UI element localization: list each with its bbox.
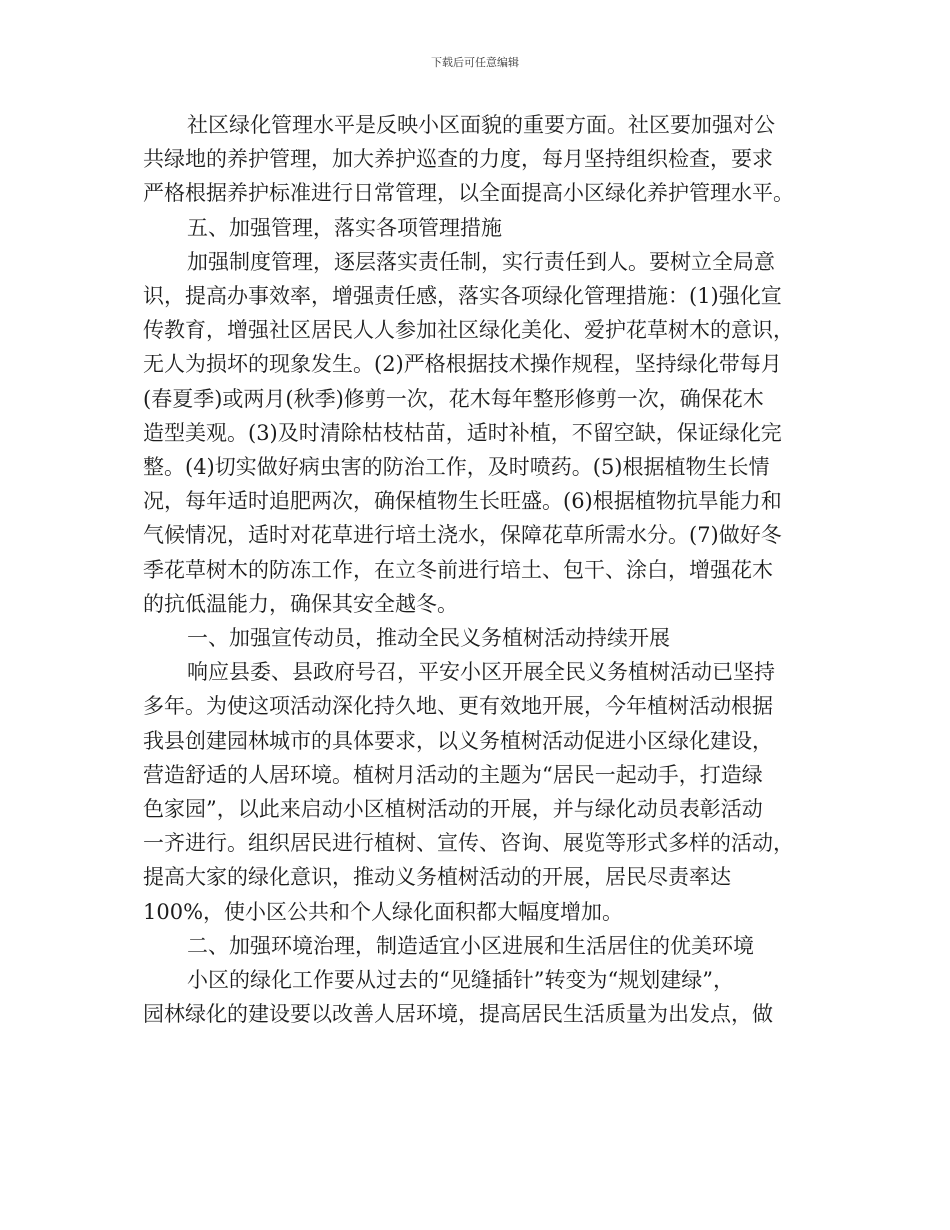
text-line: 识，提高办事效率，增强责任感，落实各项绿化管理措施：(1)强化宣 <box>143 284 782 308</box>
text-line: 况，每年适时追肥两次，确保植物生长旺盛。(6)根据植物抗旱能力和 <box>143 489 782 513</box>
text-line: 响应县委、县政府号召，平安小区开展全民义务植树活动已坚持 <box>187 660 775 684</box>
text-line: (春夏季)或两月(秋季)修剪一次，花木每年整形修剪一次，确保花木 <box>143 387 764 411</box>
text-line: 色家园”，以此来启动小区植树活动的开展，并与绿化动员表彰活动 <box>143 797 763 821</box>
text-line: 造型美观。(3)及时清除枯枝枯苗，适时补植，不留空缺，保证绿化完 <box>143 421 782 445</box>
text-line: 传教育，增强社区居民人人参加社区绿化美化、爱护花草树木的意识， <box>143 318 794 342</box>
text-line: 二、加强环境治理，制造适宜小区进展和生活居住的优美环境 <box>187 934 754 958</box>
text-line: 营造舒适的人居环境。植树月活动的主题为“居民一起动手，打造绿 <box>143 763 763 787</box>
text-line: 气候情况，适时对花草进行培土浇水，保障花草所需水分。(7)做好冬 <box>143 523 782 547</box>
page-header: 下载后可任意编辑 <box>431 56 519 69</box>
text-line: 共绿地的养护管理，加大养护巡查的力度，每月坚持组织检查，要求 <box>143 147 773 171</box>
text-line: 社区绿化管理水平是反映小区面貌的重要方面。社区要加强对公 <box>187 113 775 137</box>
text-line: 多年。为使这项活动深化持久地、更有效地开展，今年植树活动根据 <box>143 694 773 718</box>
text-line: 提高大家的绿化意识，推动义务植树活动的开展，居民尽责率达 <box>143 865 731 889</box>
text-line: 园林绿化的建设要以改善人居环境，提高居民生活质量为出发点，做 <box>143 1002 773 1026</box>
text-line: 一、加强宣传动员，推动全民义务植树活动持续开展 <box>187 626 670 650</box>
text-line: 加强制度管理，逐层落实责任制，实行责任到人。要树立全局意 <box>187 250 775 274</box>
text-line: 小区的绿化工作要从过去的“见缝插针”转变为“规划建绿”， <box>187 968 734 992</box>
text-line: 整。(4)切实做好病虫害的防治工作，及时喷药。(5)根据植物生长情 <box>143 455 770 479</box>
text-line: 五、加强管理，落实各项管理措施 <box>187 216 502 240</box>
text-line: 无人为损坏的现象发生。(2)严格根据技术操作规程，坚持绿化带每月 <box>143 352 782 376</box>
text-line: 我县创建园林城市的具体要求，以义务植树活动促进小区绿化建设， <box>143 729 773 753</box>
text-line: 严格根据养护标准进行日常管理，以全面提高小区绿化养护管理水平。 <box>143 181 794 205</box>
text-line: 一齐进行。组织居民进行植树、宣传、咨询、展览等形式多样的活动， <box>143 831 794 855</box>
text-line: 季花草树木的防冻工作，在立冬前进行培土、包干、涂白，增强花木 <box>143 558 773 582</box>
text-line: 100%，使小区公共和个人绿化面积都大幅度增加。 <box>143 900 624 924</box>
text-line: 的抗低温能力，确保其安全越冬。 <box>143 592 458 616</box>
